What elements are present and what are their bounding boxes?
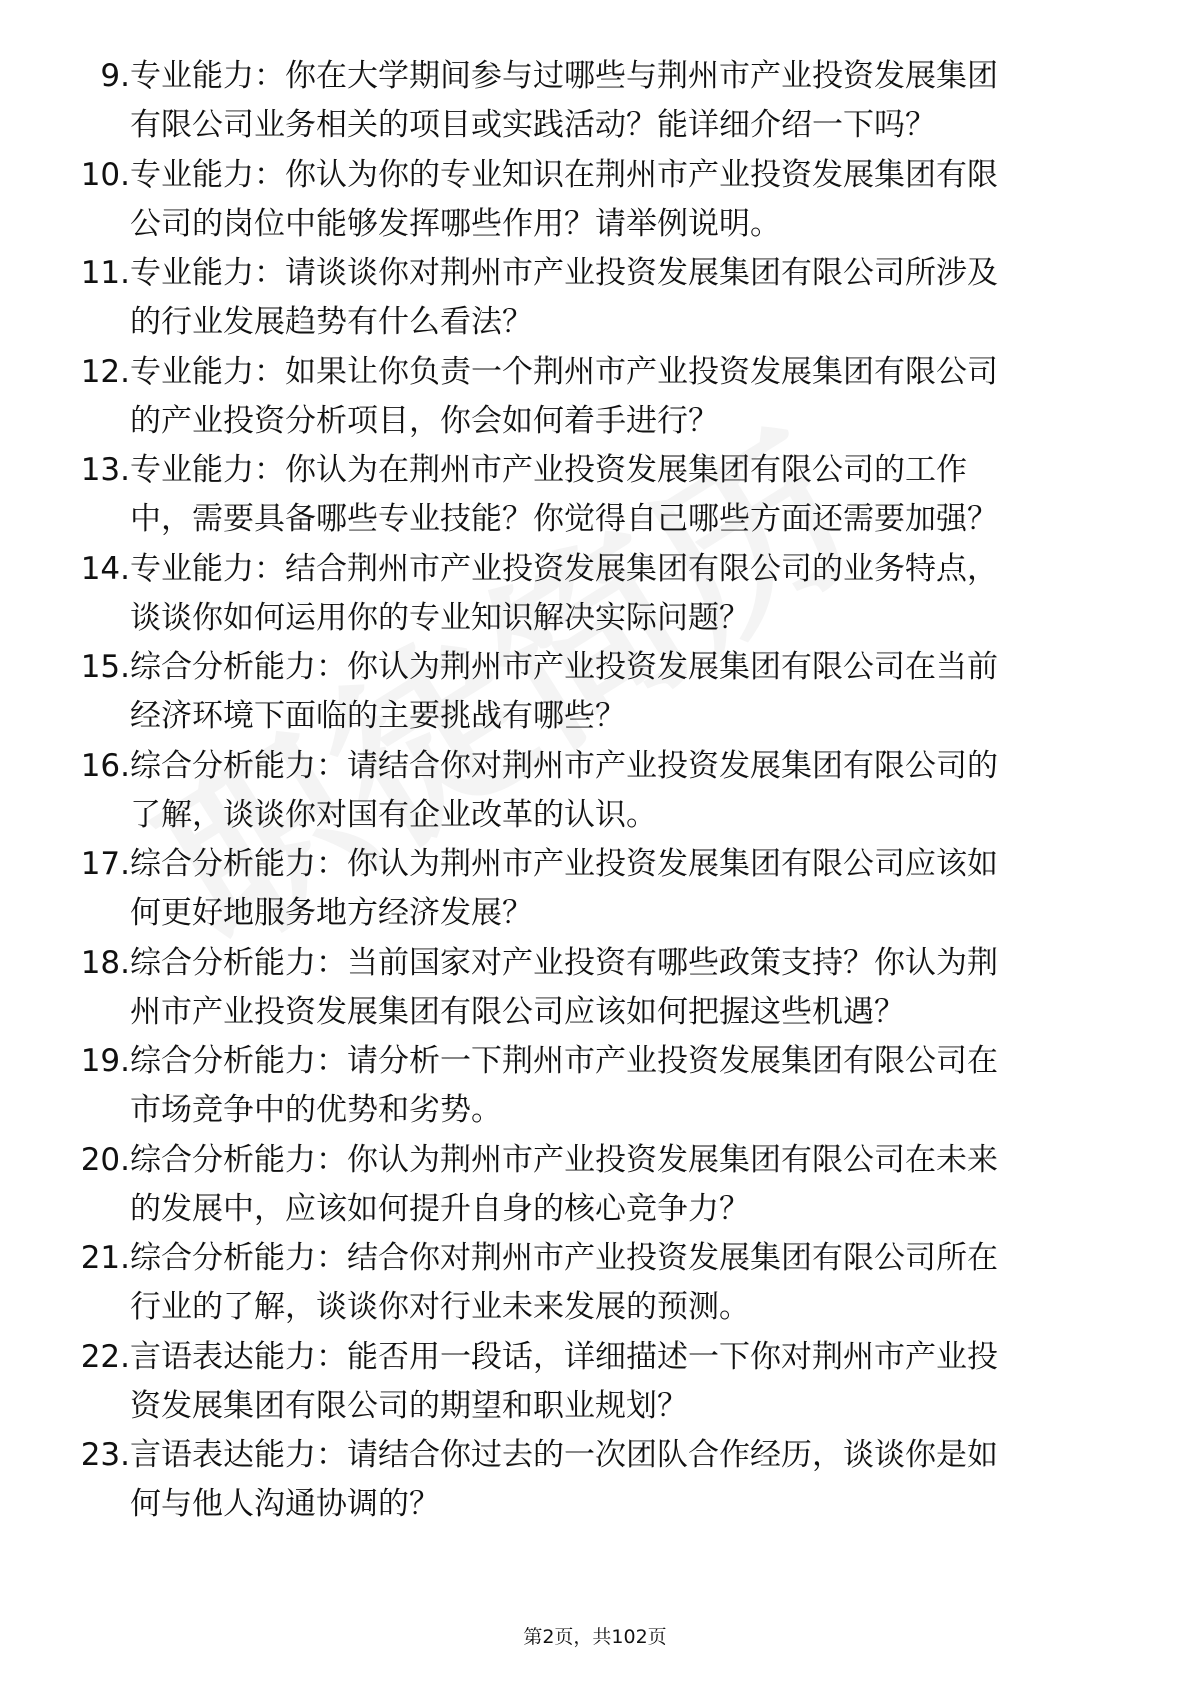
question-line: 了解，谈谈你对国有企业改革的认识。 [130, 796, 657, 833]
question-item [0, 151, 1190, 250]
question-text [130, 1037, 1120, 1135]
question-item [0, 643, 1190, 742]
question-item [0, 545, 1190, 644]
question-number: 17. [80, 846, 130, 882]
question-number: 9. [100, 58, 130, 94]
question-line: 何更好地服务地方经济发展？ [130, 895, 533, 931]
question-number: 11. [80, 255, 130, 291]
question-item [0, 1333, 1190, 1432]
question-line: 专业能力：结合荆州市产业投资发展集团有限公司的业务特点， [130, 550, 998, 587]
question-line: 行业的了解，谈谈你对行业未来发展的预测。 [130, 1289, 750, 1325]
question-item [0, 1234, 1190, 1333]
question-text [130, 249, 1120, 347]
question-list [0, 52, 1190, 1530]
question-line: 综合分析能力：请分析一下荆州市产业投资发展集团有限公司在 [130, 1043, 998, 1079]
question-line: 专业能力：你认为在荆州市产业投资发展集团有限公司的工作 [130, 452, 967, 488]
question-text [130, 446, 1120, 544]
question-line: 有限公司业务相关的项目或实践活动？能详细介绍一下吗？ [130, 107, 936, 143]
question-line: 谈谈你如何运用你的专业知识解决实际问题？ [130, 599, 750, 636]
question-line: 言语表达能力：能否用一段话，详细描述一下你对荆州市产业投 [130, 1338, 998, 1375]
question-item [0, 840, 1190, 939]
question-number: 22. [80, 1338, 130, 1375]
question-item [0, 1136, 1190, 1235]
question-text [130, 1136, 1120, 1234]
question-number: 18. [80, 944, 130, 981]
question-line: 中，需要具备哪些专业技能？你觉得自己哪些方面还需要加强？ [130, 501, 998, 537]
question-line: 公司的岗位中能够发挥哪些作用？请举例说明。 [130, 205, 781, 242]
question-line: 的产业投资分析项目，你会如何着手进行？ [130, 402, 719, 439]
question-line: 资发展集团有限公司的期望和职业规划？ [130, 1387, 688, 1424]
question-number: 20. [80, 1141, 130, 1178]
question-item [0, 249, 1190, 348]
question-text [130, 1234, 1120, 1332]
question-line: 的发展中，应该如何提升自身的核心竞争力？ [130, 1190, 750, 1227]
question-line: 市场竞争中的优势和劣势。 [130, 1092, 502, 1128]
question-item [0, 939, 1190, 1038]
question-text [130, 1333, 1120, 1431]
page-footer [0, 1622, 1190, 1652]
question-line: 综合分析能力：你认为荆州市产业投资发展集团有限公司在当前 [130, 649, 998, 685]
question-line: 专业能力：如果让你负责一个荆州市产业投资发展集团有限公司 [130, 353, 998, 390]
question-number: 13. [80, 452, 130, 488]
question-line: 综合分析能力：请结合你对荆州市产业投资发展集团有限公司的 [130, 747, 998, 784]
question-line: 经济环境下面临的主要挑战有哪些？ [130, 698, 626, 734]
question-number: 19. [80, 1043, 130, 1079]
question-item [0, 348, 1190, 447]
question-item [0, 52, 1190, 151]
question-item [0, 1037, 1190, 1136]
question-line: 言语表达能力：请结合你过去的一次团队合作经历，谈谈你是如 [130, 1437, 998, 1473]
question-line: 的行业发展趋势有什么看法？ [130, 304, 533, 340]
question-number: 12. [80, 353, 130, 390]
question-text [130, 151, 1120, 249]
question-text [130, 643, 1120, 741]
question-text [130, 545, 1120, 643]
question-text [130, 939, 1120, 1037]
question-line: 综合分析能力：结合你对荆州市产业投资发展集团有限公司所在 [130, 1240, 998, 1276]
question-line: 综合分析能力：你认为荆州市产业投资发展集团有限公司应该如 [130, 846, 998, 882]
question-number: 16. [80, 747, 130, 784]
question-line: 专业能力：你认为你的专业知识在荆州市产业投资发展集团有限 [130, 156, 998, 193]
question-text [130, 840, 1120, 938]
question-text [130, 52, 1120, 150]
question-line: 综合分析能力：你认为荆州市产业投资发展集团有限公司在未来 [130, 1141, 998, 1178]
question-number: 14. [80, 550, 130, 587]
question-line: 综合分析能力：当前国家对产业投资有哪些政策支持？你认为荆 [130, 944, 998, 981]
question-item [0, 742, 1190, 841]
question-text [130, 742, 1120, 840]
question-number: 10. [80, 156, 130, 193]
question-line: 州市产业投资发展集团有限公司应该如何把握这些机遇？ [130, 993, 905, 1030]
question-number: 21. [80, 1240, 130, 1276]
question-line: 专业能力：你在大学期间参与过哪些与荆州市产业投资发展集团 [130, 58, 998, 94]
question-line: 何与他人沟通协调的？ [130, 1486, 440, 1522]
question-number: 23. [80, 1437, 130, 1473]
question-text [130, 1431, 1120, 1529]
question-item [0, 446, 1190, 545]
question-number: 15. [80, 649, 130, 685]
page-number-label: 第2页，共102页 [523, 1626, 667, 1648]
question-item [0, 1431, 1190, 1530]
question-line: 专业能力：请谈谈你对荆州市产业投资发展集团有限公司所涉及 [130, 255, 998, 291]
question-text [130, 348, 1120, 446]
